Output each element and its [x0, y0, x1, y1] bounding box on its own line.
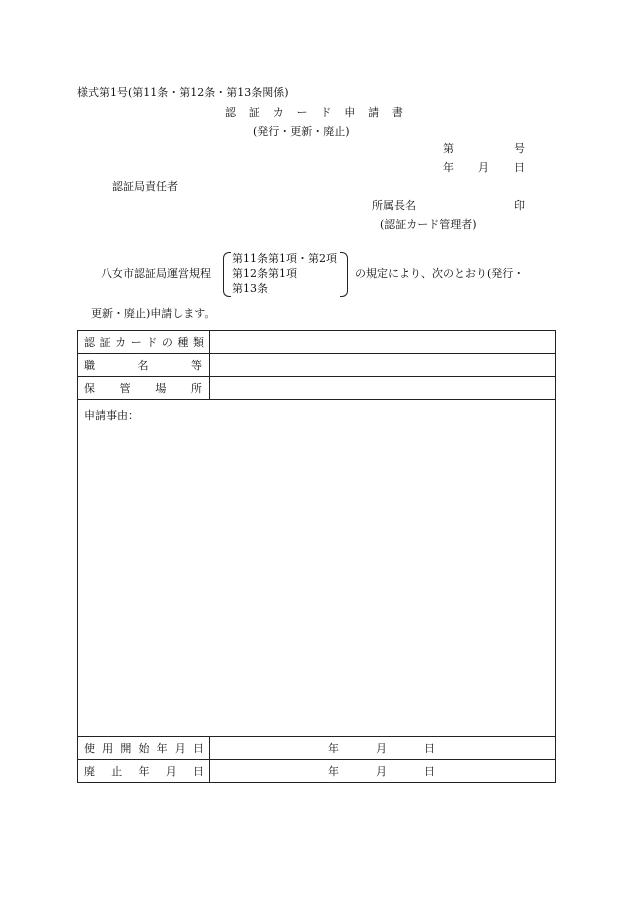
date-year: 年: [443, 161, 454, 174]
abolish-date-day: 日: [424, 765, 435, 778]
start-date-month: 月: [376, 742, 387, 755]
storage-location-field[interactable]: [210, 377, 556, 400]
title-char: カ: [272, 106, 284, 119]
regulation-name: 八女市認証局運営規程: [101, 267, 211, 280]
label-char: 場: [155, 381, 167, 395]
abolish-date-month: 月: [376, 765, 387, 778]
label-char: 月: [174, 741, 186, 755]
label-char: 年: [156, 741, 168, 755]
label-char: 保: [84, 381, 95, 395]
label-char: 使: [84, 741, 95, 755]
date-month: 月: [478, 161, 489, 174]
table-row: [78, 377, 556, 400]
card-type-label: [78, 331, 210, 354]
sender-note: (認証カード管理者): [380, 218, 477, 231]
start-date-field[interactable]: [210, 737, 556, 760]
position-field[interactable]: [210, 354, 556, 377]
position-label: [78, 354, 210, 377]
title-char: ー: [296, 106, 308, 119]
table-row: [78, 354, 556, 377]
label-char: 認: [84, 335, 95, 349]
document-title: [225, 107, 403, 118]
start-date-label: [78, 737, 210, 760]
document-subtitle: (発行・更新・廃止): [253, 125, 350, 138]
label-char: 止: [111, 764, 123, 778]
title-char: 認: [225, 106, 236, 119]
number-go: 号: [514, 142, 525, 155]
label-char: ー: [130, 335, 142, 349]
start-date-day: 日: [424, 742, 435, 755]
number-dai: 第: [443, 142, 454, 155]
label-char: 管: [119, 381, 131, 395]
sender-label: 所属長名: [372, 199, 416, 212]
label-char: 廃: [84, 764, 95, 778]
seal-mark: 印: [514, 199, 525, 212]
abolish-date-label: [78, 760, 210, 783]
label-char: ド: [146, 335, 158, 349]
form-number: 様式第1号(第11条・第12条・第13条関係): [77, 86, 289, 99]
title-char: 請: [368, 106, 380, 119]
label-char: カ: [115, 335, 127, 349]
label-char: 月: [165, 764, 177, 778]
article-1: 第11条第1項・第2項: [232, 252, 337, 265]
table-row: [78, 760, 556, 783]
date-day: 日: [514, 161, 525, 174]
label-char: 種: [177, 335, 189, 349]
abolish-date-field[interactable]: [210, 760, 556, 783]
label-char: 等: [191, 358, 202, 372]
table-row: [78, 737, 556, 760]
table-row: [78, 400, 556, 737]
addressee: 認証局責任者: [112, 180, 178, 193]
label-char: 職: [84, 358, 95, 372]
label-char: 用: [102, 741, 114, 755]
body-text-line2: 更新・廃止)申請します。: [91, 307, 216, 320]
label-char: 日: [193, 764, 204, 778]
label-char: 年: [138, 764, 150, 778]
title-char: 書: [391, 106, 403, 119]
article-2: 第12条第1項: [232, 267, 297, 280]
right-brace: [340, 252, 348, 297]
abolish-date-year: 年: [328, 765, 339, 778]
card-type-field[interactable]: [210, 331, 556, 354]
body-text-suffix: の規定により、次のとおり(発行・: [355, 267, 525, 280]
left-brace: [223, 252, 231, 297]
label-char: 証: [99, 335, 111, 349]
title-char: 申: [344, 106, 356, 119]
label-char: 開: [120, 741, 132, 755]
label-char: 始: [138, 741, 150, 755]
reason-label: 申請事由：: [84, 409, 139, 422]
label-char: 所: [190, 381, 202, 395]
reason-field[interactable]: [78, 400, 556, 737]
label-char: 名: [137, 358, 149, 372]
label-char: 類: [192, 335, 204, 349]
table-row: [78, 331, 556, 354]
storage-location-label: [78, 377, 210, 400]
start-date-year: 年: [328, 742, 339, 755]
label-char: 日: [192, 741, 204, 755]
title-char: ド: [320, 106, 332, 119]
application-table: [77, 330, 556, 783]
title-char: 証: [248, 106, 260, 119]
article-3: 第13条: [232, 282, 268, 295]
label-char: の: [161, 335, 173, 349]
